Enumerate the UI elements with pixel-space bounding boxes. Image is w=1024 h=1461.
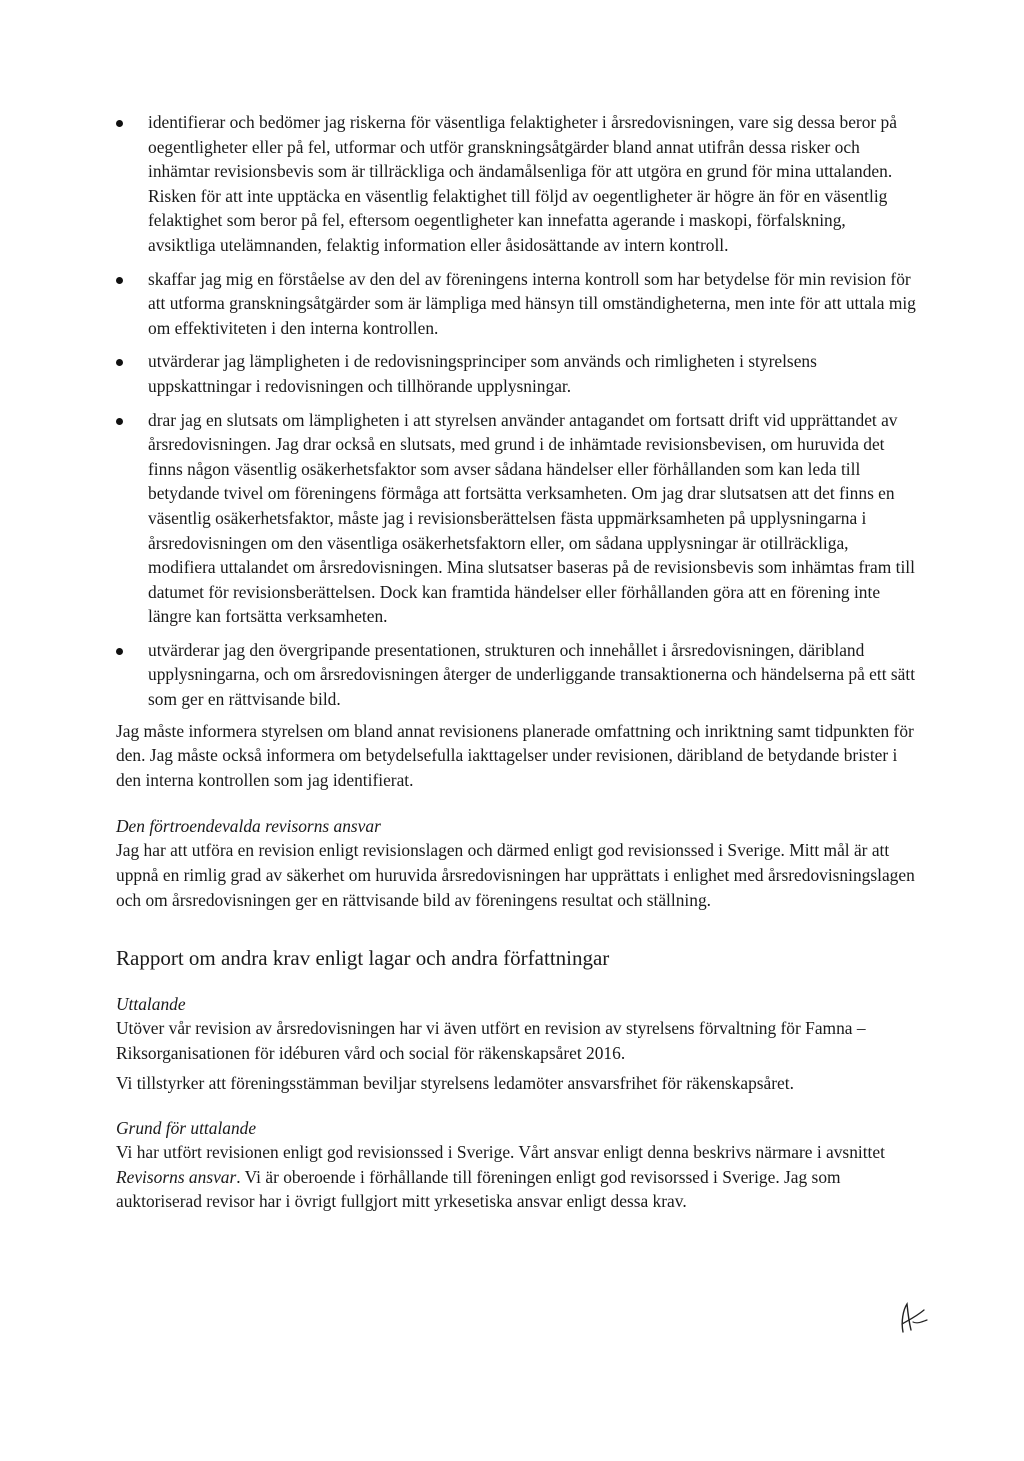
elected-auditor-heading: Den förtroendevalda revisorns ansvar [116, 816, 381, 837]
inform-paragraph: Jag måste informera styrelsen om bland annat revisionens planerade omfattning och inriktning samt tidpunkten för den. Jag måste också informera om betydelsefulla iakttagelser under revisionen, däribland de betydande brister i den interna kontrollen som jag identifierat. [116, 720, 914, 790]
list-item [116, 349, 916, 398]
statement-heading: Uttalande [116, 994, 186, 1015]
bullet-icon [116, 277, 123, 284]
list-item [116, 408, 916, 629]
statement-paragraph-1: Utöver vår revision av årsredovisningen har vi även utfört en revision av styrelsens förvaltning för Famna – Riksorganisationen för idéburen vård och social för räkenskapsåret 2016. [116, 1018, 866, 1063]
document-page [116, 110, 916, 1214]
list-item-text: skaffar jag mig en förståelse av den del av föreningens interna kontroll som har betydelse för min revision för att utforma granskningsåtgärder som är lämpliga med hänsyn till omständigheterna, men inte för att uttala mig om effektiviteten i den interna kontrollen. [148, 268, 916, 338]
basis-text-after: . Vi är oberoende i förhållande till föreningen enligt god revisorssed i Sverige. Jag som auktoriserad revisor har i övrigt fullgjort mitt yrkesetiska ansvar enligt dessa krav. [116, 1166, 841, 1212]
responsibility-list [116, 110, 916, 712]
bullet-icon [116, 359, 123, 366]
list-item [116, 638, 916, 712]
list-item [116, 110, 916, 258]
list-item [116, 267, 916, 341]
basis-text-before: Vi har utfört revisionen enligt god revisionssed i Sverige. Vårt ansvar enligt denna beskrivs närmare i avsnittet [116, 1142, 885, 1162]
statement-paragraph-2: Vi tillstyrker att föreningsstämman beviljar styrelsens ledamöter ansvarsfrihet för räkenskapsåret. [116, 1073, 794, 1094]
list-item-text: utvärderar jag lämpligheten i de redovisningsprinciper som används och rimligheten i styrelsens uppskattningar i redovisningen och tillhörande upplysningar. [148, 351, 817, 396]
bullet-icon [116, 418, 123, 425]
bullet-icon [116, 120, 123, 127]
list-item-text: utvärderar jag den övergripande presentationen, strukturen och innehållet i årsredovisningen, däribland upplysningarna, och om årsredovisningen återger de underliggande transaktionerna och händelserna på ett sätt som ger en rättvisande bild. [148, 639, 916, 710]
report-heading: Rapport om andra krav enligt lagar och andra författningar [116, 946, 610, 971]
signature-initials-icon [891, 1300, 931, 1334]
list-item-text: drar jag en slutsats om lämpligheten i att styrelsen använder antagandet om fortsatt drift vid upprättandet av årsredovisningen. Jag drar också en slutsats, med grund i de inhämtade revisionsbevisen, om huruvida det finns någon väsentlig osäkerhetsfaktor som avser sådana händelser eller förhållanden som kan leda till betydande tvivel om föreningens förmåga att fortsätta verksamheten. Om jag drar slutsatsen att det finns en väsentlig osäkerhetsfaktor, måste jag i revisionsberättelsen fästa uppmärksamheten på upplysningarna i årsredovisningen om den väsentliga osäkerhetsfaktorn eller, om sådana upplysningar är otillräckliga, modifiera uttalandet om årsredovisningen. Mina slutsatser baseras på de revisionsbevis som inhämtas fram till datumet för revisionsberättelsen. Dock kan framtida händelser eller förhållanden göra att en förening inte längre kan fortsätta verksamheten. [148, 409, 915, 627]
bullet-icon [116, 648, 123, 655]
list-item-text: identifierar och bedömer jag riskerna för väsentliga felaktigheter i årsredovisningen, vare sig dessa beror på oegentligheter eller på fel, utformar och utför granskningsåtgärder bland annat utifrån dessa risker och inhämtar revisionsbevis som är tillräckliga och ändamålsenliga för att utgöra en grund för mina uttalanden. Risken för att inte upptäcka en väsentlig felaktighet till följd av oegentligheter är högre än för en väsentlig felaktighet som beror på fel, eftersom oegentligheter kan innefatta agerande i maskopi, förfalskning, avsiktliga utelämnanden, felaktig information eller åsidosättande av intern kontroll. [148, 112, 897, 255]
basis-italic-reference: Revisorns ansvar [116, 1166, 237, 1187]
elected-auditor-text: Jag har att utföra en revision enligt revisionslagen och därmed enligt god revisionssed i Sverige. Mitt mål är att uppnå en rimlig grad av säkerhet om huruvida årsredovisningen har upprättats i enlighet med årsredovisningslagen och om årsredovisningen ger en rättvisande bild av föreningens resultat och ställning. [116, 840, 915, 910]
basis-paragraph [116, 1140, 916, 1214]
basis-heading: Grund för uttalande [116, 1118, 257, 1138]
